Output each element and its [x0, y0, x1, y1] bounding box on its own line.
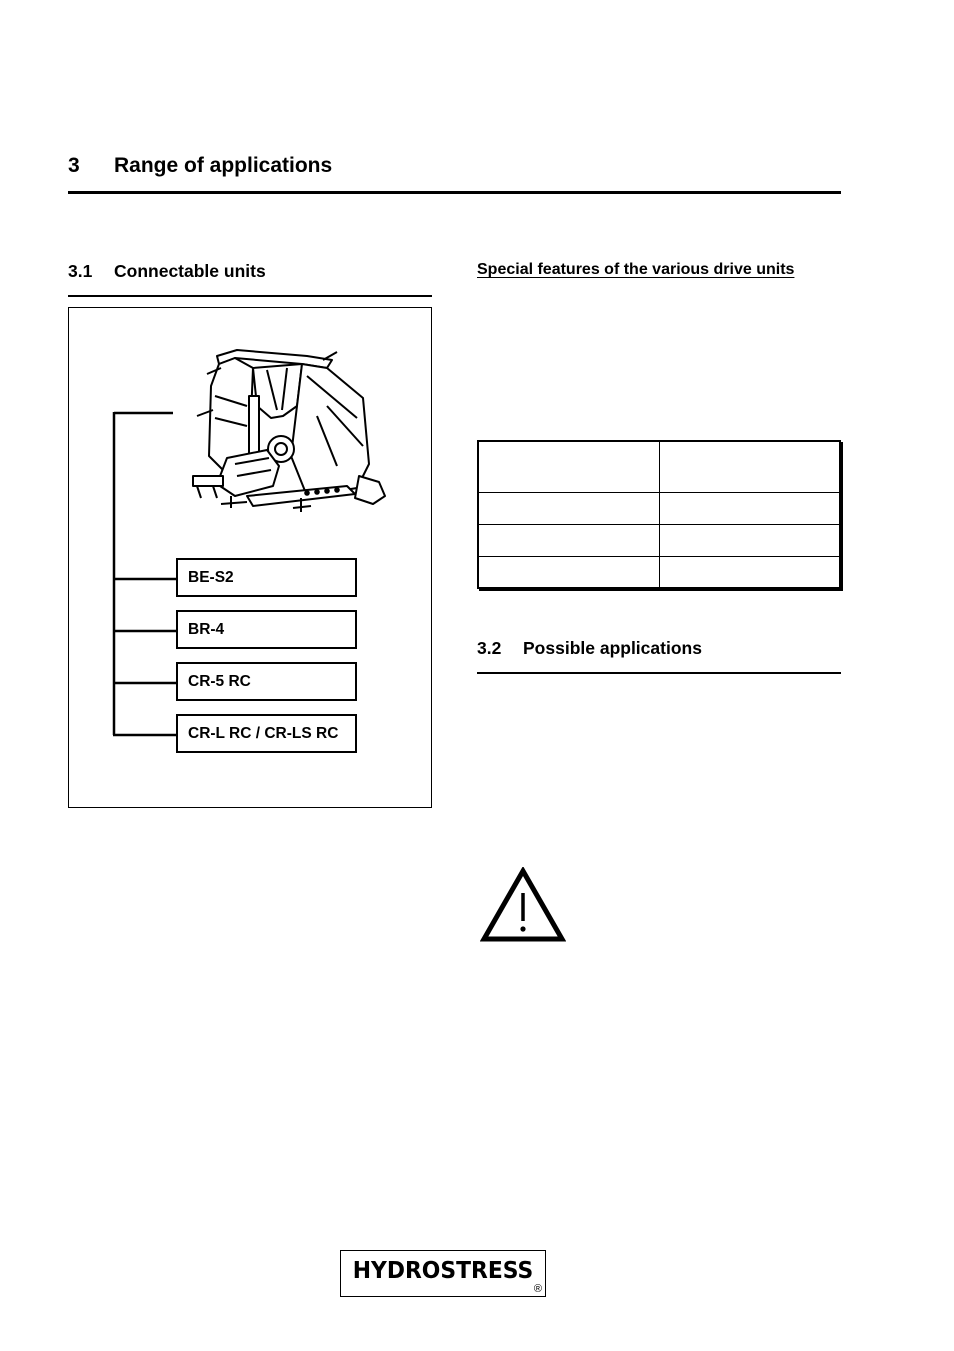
warning-triangle-icon: [480, 867, 566, 943]
logo-text: HYDROSTRESS: [352, 1258, 534, 1284]
section-1-rule: [68, 295, 432, 297]
table-cell: [478, 524, 659, 556]
table-row: [478, 524, 840, 556]
special-features-heading: Special features of the various drive units: [477, 261, 795, 278]
hydrostress-logo: [340, 1250, 546, 1297]
chapter-number: 3: [68, 154, 80, 177]
table-cell: [659, 556, 840, 588]
table-cell: [659, 524, 840, 556]
features-table: [477, 440, 841, 589]
chapter-rule: [68, 191, 841, 194]
registered-mark: ®: [533, 1283, 542, 1295]
table-row: [478, 441, 840, 492]
unit-box-cr-l-rc: CR-L RC / CR-LS RC: [176, 714, 357, 753]
table-row: [478, 492, 840, 524]
table-cell: [478, 441, 659, 492]
section-1-title: Connectable units: [114, 261, 266, 281]
section-2-title: Possible applications: [523, 638, 702, 658]
unit-box-cr-5-rc: CR-5 RC: [176, 662, 357, 701]
chapter-title: Range of applications: [114, 154, 333, 177]
section-2-rule: [477, 672, 841, 674]
section-1-number: 3.1: [68, 261, 93, 281]
section-2-number: 3.2: [477, 638, 502, 658]
table-cell: [659, 492, 840, 524]
table-cell: [659, 441, 840, 492]
unit-box-br-4: BR-4: [176, 610, 357, 649]
table-cell: [478, 556, 659, 588]
unit-box-be-s2: BE-S2: [176, 558, 357, 597]
table-row: [478, 556, 840, 588]
table-cell: [478, 492, 659, 524]
